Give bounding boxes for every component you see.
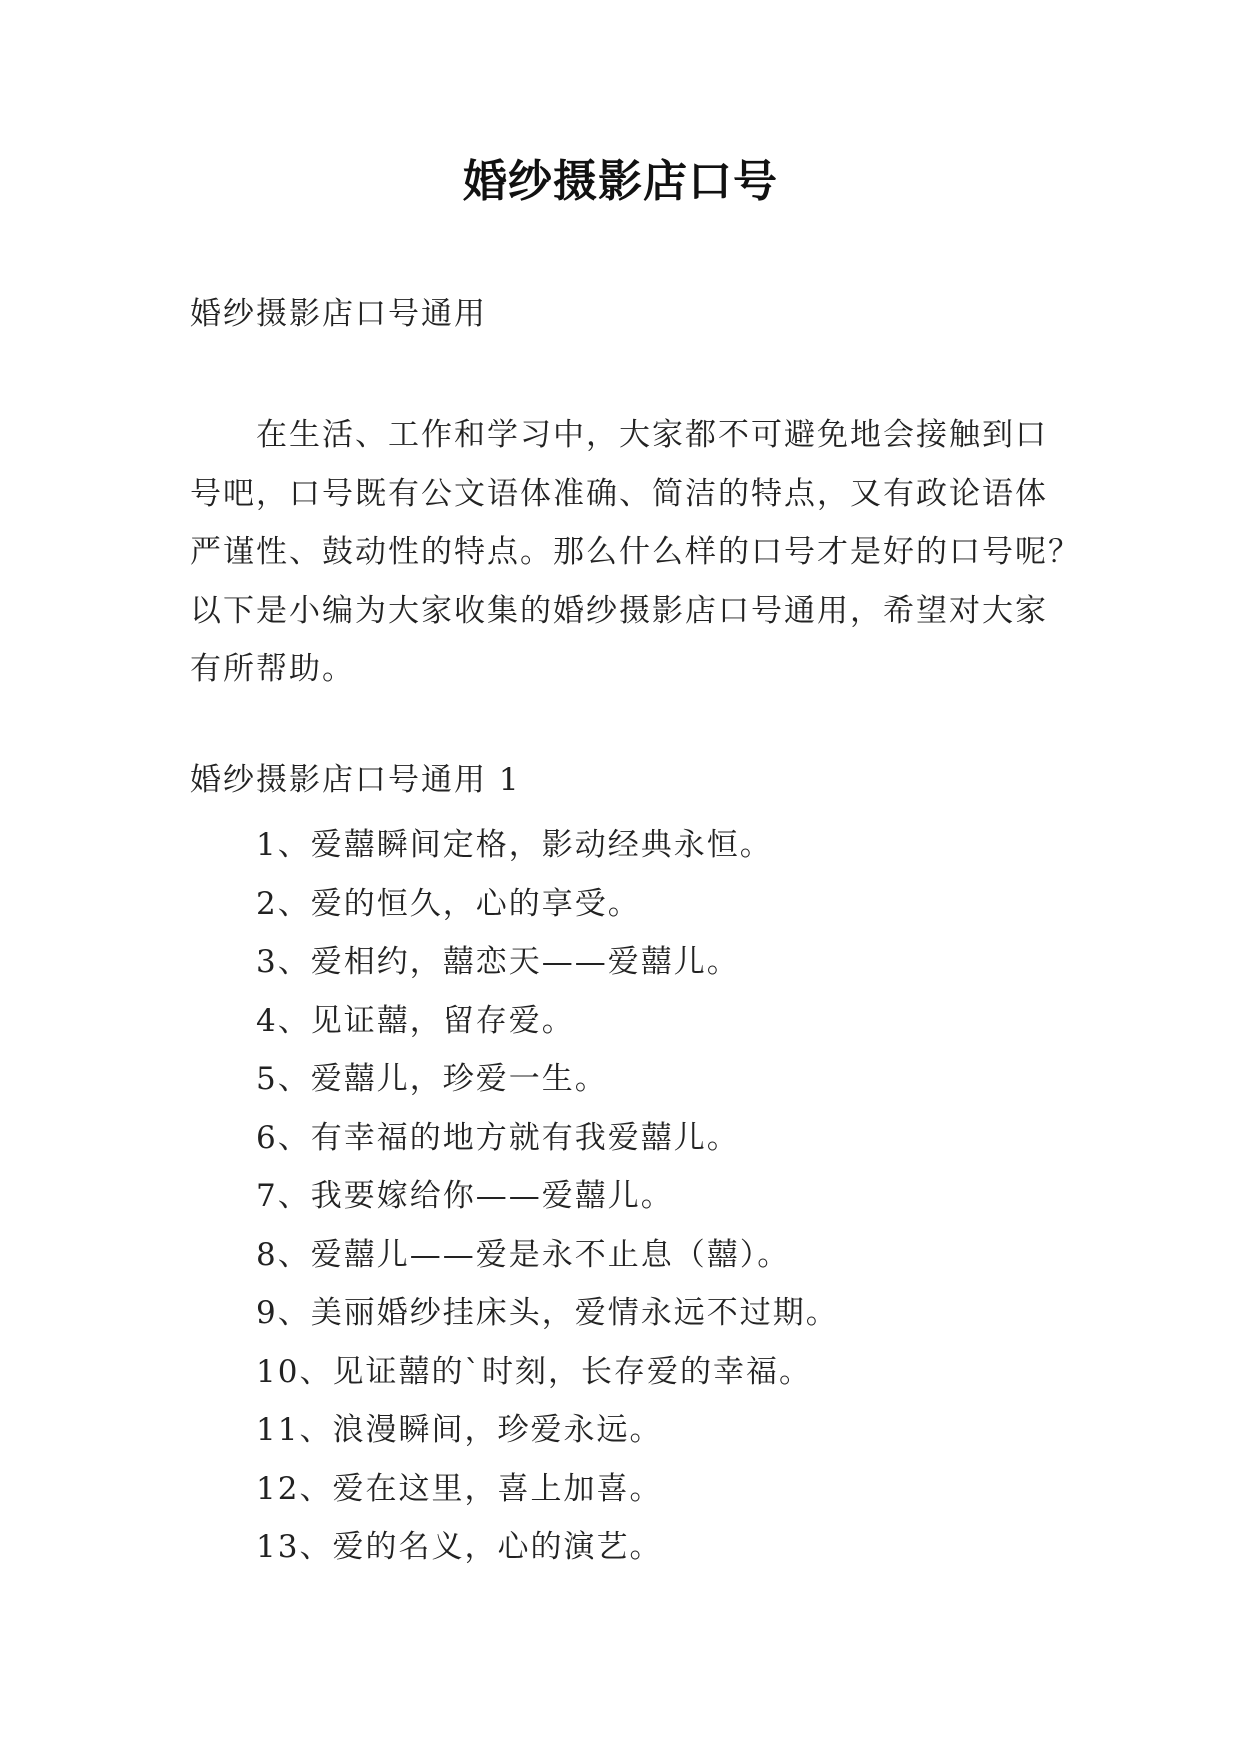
- intro-line: 以下是小编为大家收集的婚纱摄影店口号通用，希望对大家: [190, 592, 1048, 629]
- document-title: 婚纱摄影店口号: [463, 156, 778, 207]
- slogan-item: 13、爱的名义，心的演艺。: [256, 1529, 663, 1565]
- slogan-item: 2、爱的恒久，心的享受。: [256, 885, 641, 922]
- slogan-item: 11、浪漫瞬间，珍爱永远。: [256, 1412, 663, 1448]
- slogan-item: 7、我要嫁给你——爱囍儿。: [256, 1178, 674, 1214]
- slogan-list: [256, 816, 839, 1577]
- slogan-item: 4、见证囍，留存爱。: [256, 1002, 575, 1039]
- slogan-item: 10、见证囍的`时刻，长存爱的幸福。: [256, 1353, 812, 1390]
- slogan-item: 6、有幸福的地方就有我爱囍儿。: [256, 1119, 740, 1156]
- intro-line: 严谨性、鼓动性的特点。那么什么样的口号才是好的口号呢？: [190, 534, 1081, 570]
- slogan-item: 5、爱囍儿，珍爱一生。: [256, 1061, 608, 1097]
- slogan-item: 12、爱在这里，喜上加喜。: [256, 1470, 663, 1507]
- document-subtitle: 婚纱摄影店口号通用: [190, 296, 487, 332]
- intro-line: 号吧，口号既有公文语体准确、简洁的特点，又有政论语体: [190, 475, 1048, 512]
- intro-line: 在生活、工作和学习中，大家都不可避免地会接触到口: [256, 417, 1048, 453]
- slogan-item: 9、美丽婚纱挂床头，爱情永远不过期。: [256, 1295, 839, 1331]
- intro-paragraph: [190, 406, 1081, 699]
- slogan-item: 3、爱相约，囍恋天——爱囍儿。: [256, 944, 740, 980]
- intro-line: 有所帮助。: [190, 651, 355, 687]
- slogan-item: 1、爱囍瞬间定格，影动经典永恒。: [256, 827, 773, 863]
- slogan-item: 8、爱囍儿——爱是永不止息（囍）。: [256, 1236, 791, 1273]
- section-heading: 婚纱摄影店口号通用 1: [190, 762, 521, 798]
